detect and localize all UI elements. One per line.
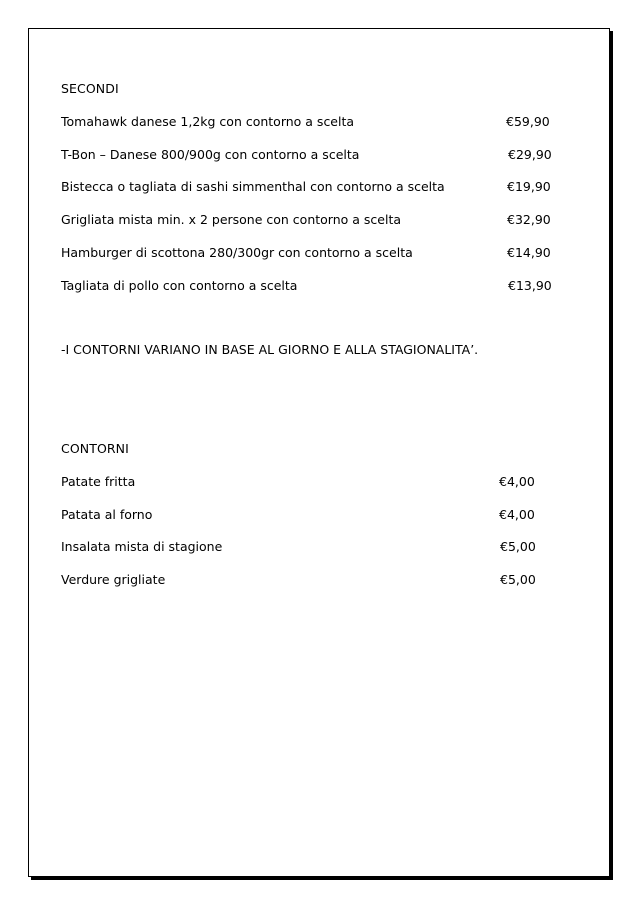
section-title-contorni: CONTORNI: [61, 441, 129, 456]
menu-item-name: Verdure grigliate: [61, 572, 166, 587]
menu-item-price: €29,90: [508, 147, 552, 162]
contorni-note: -I CONTORNI VARIANO IN BASE AL GIORNO E ALLA STAGIONALITA’.: [61, 342, 479, 357]
menu-item-price: €59,90: [506, 114, 550, 129]
menu-item-price: €14,90: [507, 245, 551, 260]
menu-item-price: €32,90: [507, 212, 551, 227]
menu-item-price: €4,00: [499, 474, 535, 489]
menu-item-name: T-Bon – Danese 800/900g con contorno a scelta: [61, 147, 360, 162]
menu-item-price: €5,00: [500, 572, 536, 587]
menu-item-name: Bistecca o tagliata di sashi simmenthal con contorno a scelta: [61, 179, 445, 194]
menu-item-name: Hamburger di scottona 280/300gr con contorno a scelta: [61, 245, 413, 260]
menu-item-price: €5,00: [500, 539, 536, 554]
menu-item-price: €19,90: [507, 179, 551, 194]
menu-item-name: Tomahawk danese 1,2kg con contorno a scelta: [61, 114, 355, 129]
menu-item-price: €4,00: [499, 507, 535, 522]
menu-item-name: Grigliata mista min. x 2 persone con contorno a scelta: [61, 212, 402, 227]
menu-item-name: Tagliata di pollo con contorno a scelta: [61, 278, 298, 293]
menu-item-name: Patata al forno: [61, 507, 153, 522]
menu-item-price: €13,90: [508, 278, 552, 293]
menu-item-name: Patate fritta: [61, 474, 136, 489]
menu-item-name: Insalata mista di stagione: [61, 539, 223, 554]
section-title-secondi: SECONDI: [61, 81, 119, 96]
